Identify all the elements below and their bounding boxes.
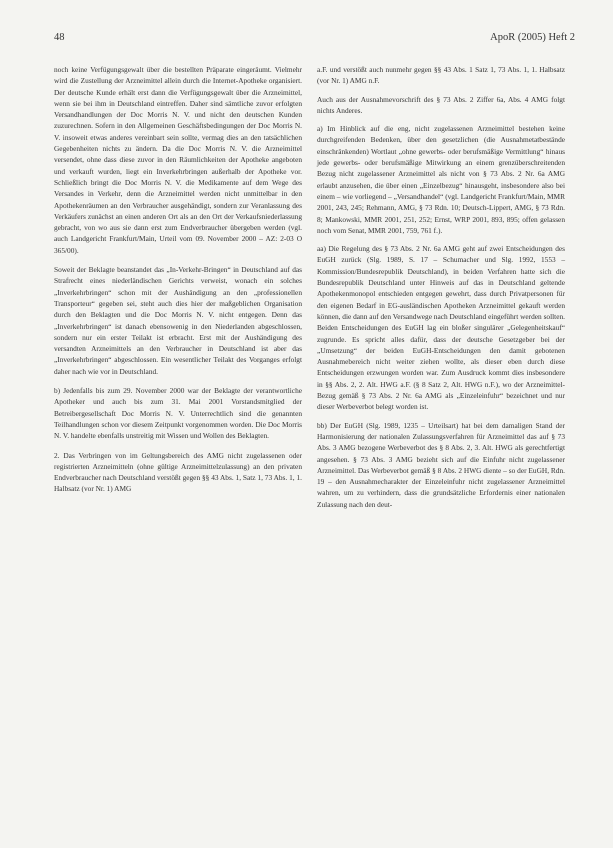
left-paragraph-2: Soweit der Beklagte beanstandet das „In-Verkehr-Bringen“ in Deutschland auf das Strafrecht eines niederländischen Gerichts verweist, wonach ein solches „Inverkehrbringen“ schon mit der Aushändigung an den „professionellen Transporteur“ gegeben sei, steht auch dies hier der maßgeblichen Organisation durch den Beklagten und die Doc Morris N. V. nicht entgegen. Denn das „Inverkehrbringen“ ist danach ebensowenig in den Niederlanden abgeschlossen, sondern nur ein erster Teilakt ist erbracht. Erst mit der Aushändigung des versandten Arzneimittels an den Verbraucher in Deutschland ist aber das „Inverkehrbringen“ abgeschlossen. Ein wesentlicher Teilakt des Vorganges erfolgt daher nach wie vor in Deutschland. [54, 265, 302, 376]
right-paragraph-4: aa) Die Regelung des § 73 Abs. 2 Nr. 6a AMG geht auf zwei Entscheidungen des EuGH zurück (Slg. 1989, S. 17 – Schumacher und Slg. 1992, 1553 – Kommission/Bundesrepublik Deutschland), in beiden Verfahren hatte sich die Bundesrepublik Deutschland unter Hinweis auf das in Deutschland geltende Apothekenmonopol entschieden entgegen gewehrt, dass durch Privatpersonen für den eigenen Bedarf in EG-ausländischen Apotheken Arzneimittel gekauft werden können, die dann auf den Versandwege nach Deutschland eingeführt werden sollten. Beiden Entscheidungen des EuGH lag ein bloßer singulärer „Gelegenheitskauf“ zugrunde. Es spricht alles dafür, dass der deutsche Gesetzgeber bei der „Umsetzung“ der beiden EuGH-Entscheidungen den damit gebotenen Ausnahmebereich nicht weiter ziehen wollte, als dieser eben durch diese Entscheidungen erzwungen worden war. Zum Ausdruck kommt dies insbesondere in §§ Abs. 2, 2. Alt. HWG a.F. (§ 8 Satz 2, Alt. HWG n.F.), wo der Arzneimittel-Bezug gemäß § 73 Abs. 2 Nr. 6a AMG als „Einzeleinfuhr“ bezeichnet und nur dieser Werbeverbot belegt worden ist. [317, 244, 565, 412]
left-paragraph-4: 2. Das Verbringen von im Geltungsbereich des AMG nicht zugelassenen oder registrierten Arzneimitteln (ohne gültige Arzneimittelzulassung) an den privaten Endverbraucher nach Deutschland verstößt gegen §§ 43 Abs. 1, Satz 1, 73 Abs. 1, 1. Halbsatz (vor Nr. 1) AMG [54, 450, 302, 494]
left-column [54, 64, 302, 495]
right-paragraph-3: a) Im Hinblick auf die eng, nicht zugelassenen Arzneimittel bestehen keine durchgreifenden Bedenken, über den gesetzlichen (die Ausnahmetatbestände einschränkenden) Wortlaut „ohne gewerbs- oder berufsmäßige Vermittlung“ hinaus jede gewerbs- oder berufsmäßige Mitwirkung an einem grenzüberschreitenden Bezug nicht zugelassener Arzneimittel als nicht von § 73 Abs. 2 Nr. 6a AMG erlaubt anzusehen, die über einen „Einzelbezug“ hinausgeht, insbesondere also bei einem – wie vorliegend – „Versandhandel“ (vgl. Landgericht Frankfurt/Main, MMR 2001, 243, 245; Rehmann, AMG, § 73 Rdn. 10; Deutsch-Lippert, AMG, § 73 Rdn. 8; Mankowski, MMR 2001, 251, 252; Ernst, WRP 2001, 893, 895; offen gelassen noch vom Senat, MMR 2001, 759, 761 f.). [317, 124, 565, 235]
right-paragraph-1: a.F. und verstößt auch nunmehr gegen §§ 43 Abs. 1 Satz 1, 73 Abs. 1, 1. Halbsatz (vor Nr. 1) AMG n.F. [317, 65, 565, 86]
page-number: 48 [54, 32, 65, 43]
right-paragraph-5: bb) Der EuGH (Slg. 1989, 1235 – Urteilsart) hat bei dem damaligen Stand der Harmonisierung der nationalen Zulassungsverfahren für Arzneimittel das auf § 73 Abs. 3 AMG bezogene Werbeverbot des § 8 Abs. 2, 3. Alt. HWG als gerechtfertigt angesehen. § 73 Abs. 3 AMG bezieht sich auf die Einfuhr nicht zugelassener Arzneimittel. Das Werbeverbot gemäß § 8 Abs. 2 HWG diente – so der EuGH, Rdn. 19 – den Ausnahmecharakter der Einzeleinfuhr nicht zugelassener Arzneimittel wahren, um zu verhindern, dass die grundsätzliche Erfordernis einer nationalen Zulassung nach den deut- [317, 420, 565, 509]
right-column [317, 64, 565, 510]
right-paragraph-2: Auch aus der Ausnahmevorschrift des § 73 Abs. 2 Ziffer 6a, Abs. 4 AMG folgt nichts Anderes. [317, 94, 565, 115]
running-head: ApoR (2005) Heft 2 [490, 32, 575, 43]
left-paragraph-3: b) Jedenfalls bis zum 29. November 2000 war der Beklagte der verantwortliche Apotheker und auch bis zum 31. Mai 2001 Vorstandsmitglied der Betreibergesellschaft Doc Morris N. V. Unterrechtlich sind die genannten Teilhandlungen schon vor diesem Zeitpunkt vorgenommen worden. Die Doc Morris N. V. handelte ebenfalls unstreitig mit Wissen und Wollen des Beklagten. [54, 386, 302, 441]
left-paragraph-1: noch keine Verfügungsgewalt über die bestellten Präparate eingeräumt. Vielmehr wird die Zustellung der Arzneimittel allein durch die Internet-Apotheke organisiert. Der deutsche Kunde erhält erst dann die Verfügungsgewalt über die Arzneimittel, wenn sie bei ihm in Deutschland eintreffen. Daher sind sämtliche zuvor erfolgten Versandhandlungen der Doc Morris N. V. und nicht den deutschen Kunden zuzurechnen. Sofern in den Allgemeinen Geschäftsbedingungen der Doc Morris N. V. insoweit etwas anderes vereinbart sein sollte, vermag dies an den tatsächlichen Gegebenheiten nichts zu ändern. Da die Doc Morris N. V. die Arzneimittel versendet, ohne dass diese zuvor in den Räumlichkeiten der Apotheke angeboten und verkauft wurden, liegt ein Inverkehrbringen außerhalb der Apotheke vor. Schließlich bringt die Doc Morris N. V. die Medikamente auf dem Wege des Versandes in Verkehr, denn die Arzneimittel werden nicht unmittelbar in den Apothekenräumen an den Verbraucher ausgehändigt, sondern zur Veranlassung des Verkäufers zunächst an einen anderen Ort als an den Ort der Verkaufsniederlassung gebracht, von wo aus sie dann erst zum Endverbraucher übergeben werden (vgl. auch Landgericht Frankfurt/Main, Urteil vom 09. November 2000 – AZ: 2-03 O 365/00). [54, 65, 302, 255]
